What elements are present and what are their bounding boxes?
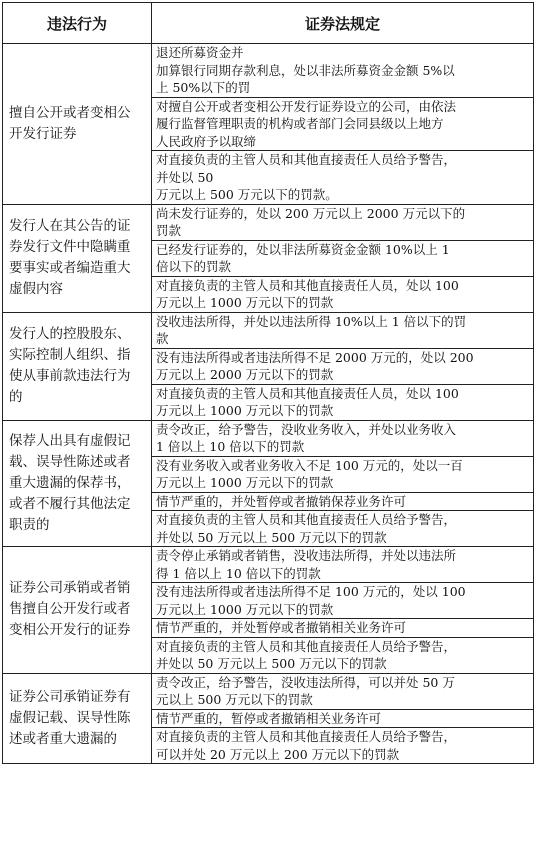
provision-cell: 责令停止承销或者销售，没收违法所得，并处以违法所 得 1 倍以上 10 倍以下的罚款 <box>152 547 534 583</box>
header-law-provision: 证券法规定 <box>152 3 534 44</box>
header-violation: 违法行为 <box>3 3 152 44</box>
provision-cell: 责令改正，给予警告，没收业务收入，并处以业务收入 1 倍以上 10 倍以下的罚款 <box>152 420 534 456</box>
provision-cell: 对直接负责的主管人员和其他直接责任人员给予警告， 可以并处 20 万元以上 200 万元以下的罚款 <box>152 728 534 764</box>
provision-cell: 已经发行证券的，处以非法所募资金金额 10%以上 1 倍以下的罚款 <box>152 240 534 276</box>
securities-law-table <box>2 2 534 764</box>
violation-cell: 证券公司承销或者销 售擅自公开发行或者 变相公开发行的证券 <box>3 547 152 674</box>
table-row <box>3 204 534 240</box>
table-row <box>3 547 534 583</box>
table-row <box>3 673 534 709</box>
provision-cell: 没收违法所得，并处以违法所得 10%以上 1 倍以下的罚 款 <box>152 312 534 348</box>
provision-cell: 尚未发行证券的，处以 200 万元以上 2000 万元以下的 罚款 <box>152 204 534 240</box>
violation-cell: 发行人的控股股东、 实际控制人组织、指 使从事前款违法行为 的 <box>3 312 152 420</box>
provision-cell: 情节严重的，并处暂停或者撤销保荐业务许可 <box>152 492 534 511</box>
violation-cell: 证券公司承销证券有 虚假记载、误导性陈 述或者重大遗漏的 <box>3 673 152 764</box>
violation-cell: 擅自公开或者变相公 开发行证券 <box>3 44 152 205</box>
provision-cell: 没有业务收入或者业务收入不足 100 万元的，处以一百 万元以上 1000 万元以下的罚款 <box>152 456 534 492</box>
header-row <box>3 3 534 44</box>
provision-cell: 对直接负责的主管人员和其他直接责任人员给予警告， 并处以 50 万元以上 500 万元以下的罚款 <box>152 511 534 547</box>
provision-cell: 对直接负责的主管人员和其他直接责任人员给予警告， 并处以 50 万元以上 500 万元以下的罚款 <box>152 637 534 673</box>
table-row <box>3 312 534 348</box>
provision-cell: 对直接负责的主管人员和其他直接责任人员，处以 100 万元以上 1000 万元以下的罚款 <box>152 276 534 312</box>
provision-cell: 没有违法所得或者违法所得不足 2000 万元的，处以 200 万元以上 2000 万元以下的罚款 <box>152 348 534 384</box>
provision-cell: 责令改正，给予警告，没收违法所得，可以并处 50 万 元以上 500 万元以下的罚款 <box>152 673 534 709</box>
table-row <box>3 44 534 98</box>
provision-cell: 对直接负责的主管人员和其他直接责任人员给予警告， 并处以 50 万元以上 500 万元以下的罚款。 <box>152 151 534 205</box>
provision-cell: 对擅自公开或者变相公开发行证券设立的公司，由依法 履行监督管理职责的机构或者部门会同县级以上地方 人民政府予以取缔 <box>152 97 534 151</box>
provision-cell: 退还所募资金并 加算银行同期存款利息，处以非法所募资金金额 5%以 上 50%以下的罚 <box>152 44 534 98</box>
provision-cell: 对直接负责的主管人员和其他直接责任人员，处以 100 万元以上 1000 万元以下的罚款 <box>152 384 534 420</box>
provision-cell: 情节严重的，暂停或者撤销相关业务许可 <box>152 709 534 728</box>
violation-cell: 保荐人出具有虚假记 载、误导性陈述或者 重大遗漏的保荐书， 或者不履行其他法定 职责的 <box>3 420 152 547</box>
violation-cell: 发行人在其公告的证 券发行文件中隐瞒重 要事实或者编造重大 虚假内容 <box>3 204 152 312</box>
provision-cell: 情节严重的，并处暂停或者撤销相关业务许可 <box>152 619 534 638</box>
provision-cell: 没有违法所得或者违法所得不足 100 万元的，处以 100 万元以上 1000 万元以下的罚款 <box>152 583 534 619</box>
table-row <box>3 420 534 456</box>
